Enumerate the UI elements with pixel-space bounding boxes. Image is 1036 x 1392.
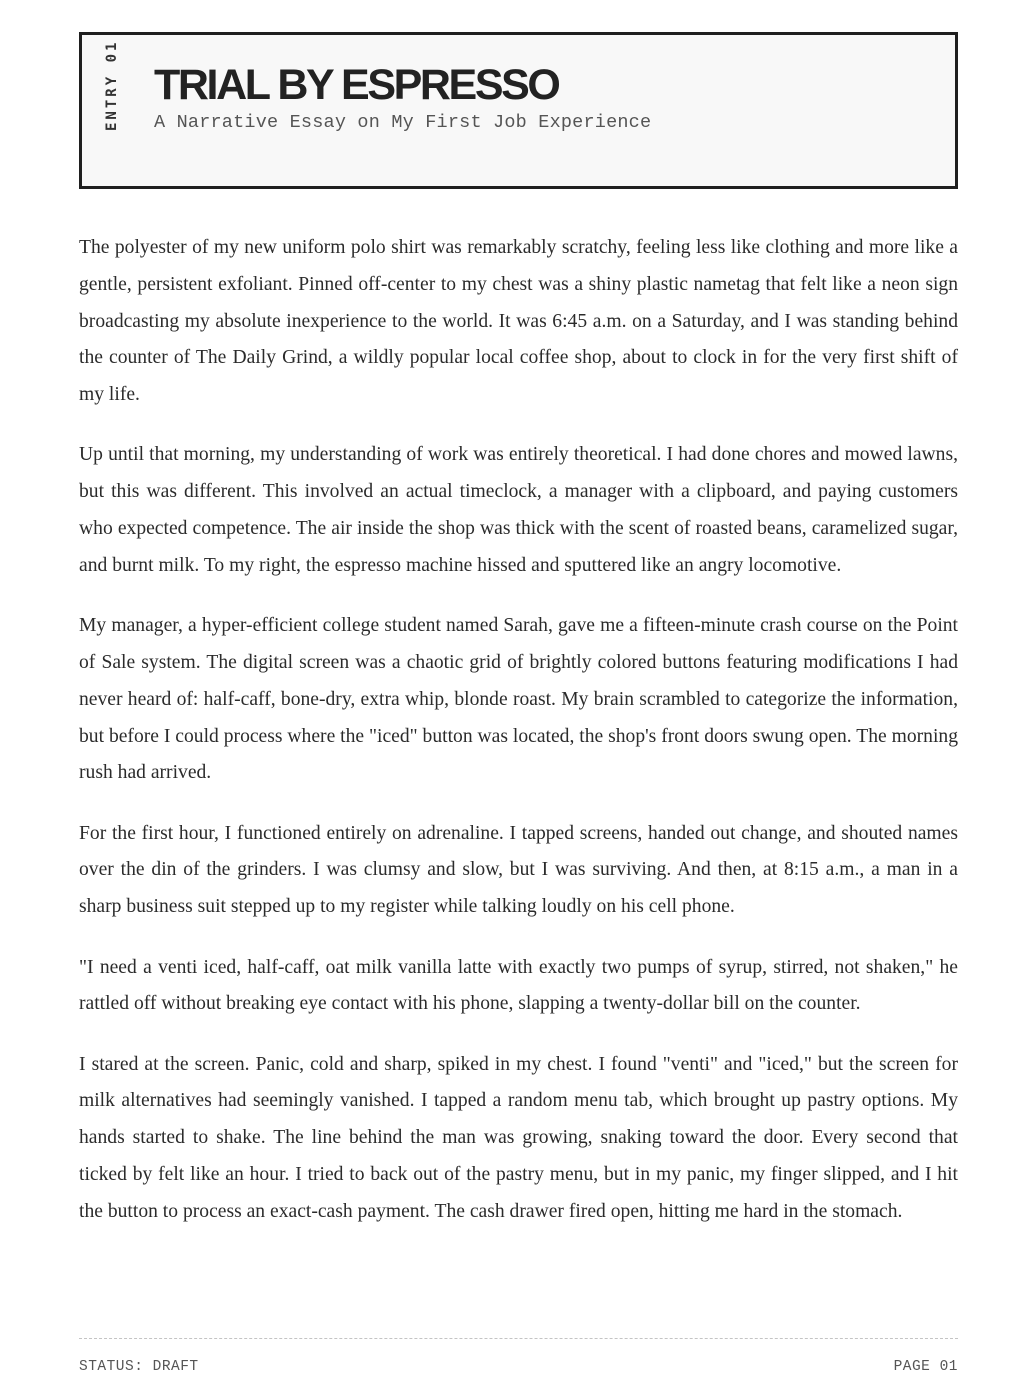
essay-body [79, 230, 958, 1231]
essay-paragraph: My manager, a hyper-efficient college student named Sarah, gave me a fifteen-minute crash course on the Point of Sale system. The digital screen was a chaotic grid of brightly colored buttons featuring modifications I had never heard of: half-caff, bone-dry, extra whip, blonde roast. My brain scrambled to categorize the information, but before I could process where the "iced" button was located, the shop's front doors swung open. The morning rush had arrived. [79, 615, 958, 784]
page-subtitle: A Narrative Essay on My First Job Experience [154, 112, 652, 133]
essay-paragraph: Up until that morning, my understanding of work was entirely theoretical. I had done chores and mowed lawns, but this was different. This involved an actual timeclock, a manager with a clipboard, and paying customers who expected competence. The air inside the shop was thick with the scent of roasted beans, caramelized sugar, and burnt milk. To my right, the espresso machine hissed and sputtered like an angry locomotive. [79, 444, 958, 576]
essay-paragraph: For the first hour, I functioned entirely on adrenaline. I tapped screens, handed out change, and shouted names over the din of the grinders. I was clumsy and slow, but I was surviving. And then, at 8:15 a.m., a man in a sharp business suit stepped up to my register while talking loudly on his cell phone. [79, 822, 958, 918]
document-page [79, 32, 958, 1254]
status-label: STATUS: DRAFT [79, 1359, 199, 1375]
essay-paragraph: I stared at the screen. Panic, cold and sharp, spiked in my chest. I found "venti" and "iced," but the screen for milk alternatives had seemingly vanished. I tapped a random menu tab, which brought up pastry options. My hands started to shake. The line behind the man was growing, snaking toward the door. Every second that ticked by felt like an hour. I tried to back out of the pastry menu, but in my panic, my finger slipped, and I hit the button to process an exact-cash payment. The cash drawer fired open, hitting me hard in the stomach. [79, 1053, 958, 1222]
title-header-box [79, 32, 958, 189]
entry-label: ENTRY 01 [104, 39, 120, 131]
essay-paragraph: "I need a venti iced, half-caff, oat milk vanilla latte with exactly two pumps of syrup, stirred, not shaken," he rattled off without breaking eye contact with his phone, slapping a twenty-dollar bill on the counter. [79, 956, 958, 1015]
essay-paragraph: The polyester of my new uniform polo shirt was remarkably scratchy, feeling less like clothing and more like a gentle, persistent exfoliant. Pinned off-center to my chest was a shiny plastic nametag that felt like a neon sign broadcasting my absolute inexperience to the world. It was 6:45 a.m. on a Saturday, and I was standing behind the counter of The Daily Grind, a wildly popular local coffee shop, about to clock in for the very first shift of my life. [79, 237, 958, 406]
footer-row [79, 1359, 958, 1375]
page-footer [79, 1338, 958, 1375]
title-block [154, 59, 651, 135]
page-title: TRIAL BY ESPRESSO [154, 61, 559, 109]
page-number: PAGE 01 [893, 1359, 958, 1375]
